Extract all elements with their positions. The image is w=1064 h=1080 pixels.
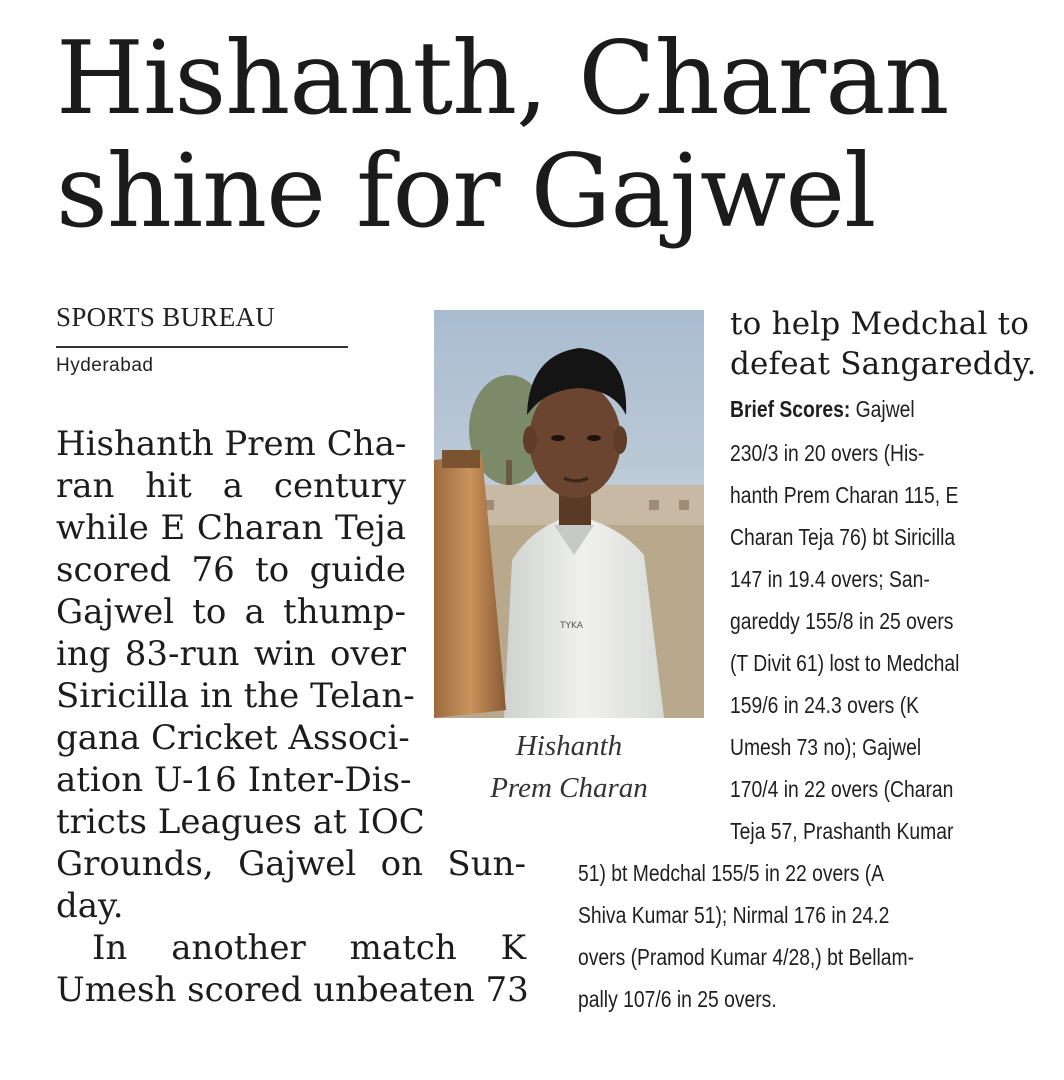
body-line: Hishanth Prem Cha- — [56, 424, 407, 464]
body-line: ing 83-run win over — [56, 634, 406, 674]
body-line: Gajwel to a thump- — [56, 592, 406, 632]
score-line: 51) bt Medchal 155/5 in 22 overs (A — [578, 860, 885, 886]
headline — [56, 19, 1036, 250]
score-line: gareddy 155/8 in 25 overs — [730, 608, 954, 634]
body-line: Grounds, Gajwel on Sun- — [56, 844, 526, 884]
headline-line-2: shine for Gajwel — [56, 132, 876, 250]
brief-scores-label: Brief Scores: — [730, 396, 851, 422]
body-line: ation U-16 Inter-Dis- — [56, 760, 412, 800]
right-body-line: defeat Sangareddy. — [730, 346, 1037, 382]
dateline: Hyderabad — [56, 355, 154, 376]
body-line: Umesh scored unbeaten 73 — [56, 970, 529, 1010]
score-line: pally 107/6 in 25 overs. — [578, 986, 777, 1012]
score-line: hanth Prem Charan 115, E — [730, 482, 959, 508]
score-line: 147 in 19.4 overs; San- — [730, 566, 930, 592]
score-line: overs (Pramod Kumar 4/28,) bt Bellam- — [578, 944, 915, 970]
score-line: 170/4 in 22 overs (Charan — [730, 776, 954, 802]
score-line: 230/3 in 20 overs (His- — [730, 440, 925, 466]
body-line: scored 76 to guide — [56, 550, 406, 590]
photo-caption-line-1: Hishanth — [515, 730, 623, 762]
score-line: Umesh 73 no); Gajwel — [730, 734, 922, 760]
body-line: In another match K — [92, 928, 526, 968]
right-body-line: to help Medchal to — [730, 306, 1030, 342]
player-photo — [434, 310, 704, 718]
body-line: tricts Leagues at IOC — [56, 802, 425, 842]
byline: SPORTS BUREAU — [56, 302, 276, 332]
byline-rule — [56, 346, 348, 348]
headline-line-1: Hishanth, Charan — [56, 19, 949, 137]
score-line: Charan Teja 76) bt Siricilla — [730, 524, 956, 550]
score-text: Gajwel — [855, 396, 915, 422]
body-line: while E Charan Teja — [56, 508, 406, 548]
photo-caption-line-2: Prem Charan — [490, 772, 648, 804]
score-line: Shiva Kumar 51); Nirmal 176 in 24.2 — [578, 902, 890, 928]
score-line: (T Divit 61) lost to Medchal — [730, 650, 960, 676]
body-line: gana Cricket Associ- — [56, 718, 410, 758]
body-line: day. — [56, 886, 124, 926]
score-line — [730, 392, 915, 427]
shirt-logo: TYKA — [560, 621, 583, 631]
body-line: Siricilla in the Telan- — [56, 676, 415, 716]
score-line: Teja 57, Prashanth Kumar — [730, 818, 954, 844]
score-line: 159/6 in 24.3 overs (K — [730, 692, 920, 718]
body-line: ran hit a century — [56, 466, 406, 506]
